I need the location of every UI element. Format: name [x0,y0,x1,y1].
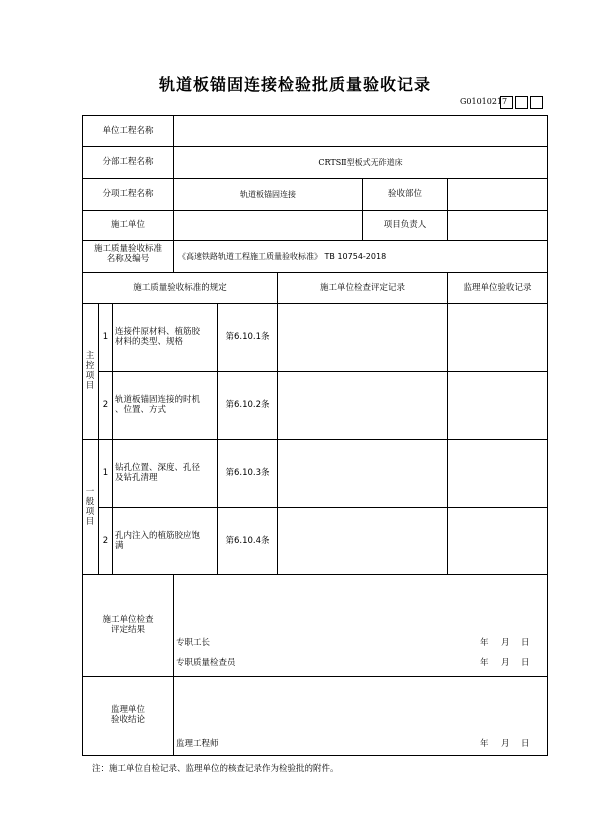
item-text-line1: 连接件原材料、植筋胶 [115,327,201,337]
item-clause: 第6.10.3条 [225,468,270,478]
item-text-line2: 满 [115,541,124,551]
construction-unit-label: 施工单位 [110,220,145,230]
unit-project-label: 单位工程名称 [102,126,154,136]
date-day: 日 [521,658,530,668]
subitem-label: 分项工程名称 [102,189,154,199]
standard-value: 《高速铁路轨道工程施工质量验收标准》 TB 10754-2018 [178,252,387,261]
standard-label-line2: 名称及编号 [106,254,150,264]
item-clause: 第6.10.4条 [225,536,270,546]
form-title: 轨道板锚固连接检验批质量验收记录 [158,75,431,94]
general-group-label: 一般项目 [85,487,95,527]
project-manager-label: 项目负责人 [383,220,427,230]
item-clause: 第6.10.1条 [225,332,270,342]
contractor-result-label-line2: 评定结果 [110,625,145,635]
supervisor-record-header: 监理单位验收记录 [463,283,532,293]
item-text-line1: 钻孔位置、深度、孔径 [115,463,201,473]
main-control-group-label: 主控项目 [85,351,95,391]
item-number: 1 [102,332,109,342]
date-day: 日 [521,739,530,749]
subitem-value[interactable]: 轨道板锚固连接 [240,190,296,199]
date-year: 年 [480,658,489,668]
contractor-record-header: 施工单位检查评定记录 [319,283,405,293]
date-day: 日 [521,638,530,648]
item-text-line1: 孔内注入的植筋胶应饱 [115,531,201,541]
item-text-line2: 材料的类型、规格 [115,337,184,347]
footnote: 注：施工单位自检记录、监理单位的核查记录作为检验批的附件。 [92,764,339,774]
date-month: 月 [501,739,510,749]
item-number: 1 [102,468,109,478]
item-text-line2: 、位置、方式 [115,405,167,415]
item-number: 2 [102,536,109,546]
item-text-line1: 轨道板锚固连接的时机 [115,395,201,405]
date-year: 年 [480,638,489,648]
item-number: 2 [102,400,109,410]
foreman-label: 专职工长 [176,638,211,648]
division-label: 分部工程名称 [102,157,154,167]
date-month: 月 [501,658,510,668]
inspector-label: 专职质量检查员 [176,658,236,668]
date-year: 年 [480,739,489,749]
division-value[interactable]: CRTSⅡ型板式无砟道床 [318,158,403,167]
item-text-line2: 及钻孔清理 [115,473,158,483]
item-clause: 第6.10.2条 [225,400,270,410]
acceptance-part-label: 验收部位 [387,189,422,199]
form-code: G01010217 [460,97,508,106]
date-month: 月 [501,638,510,648]
supervisor-conclusion-label-line1: 监理单位 [110,705,145,715]
contractor-result-label-line1: 施工单位检查 [102,615,154,625]
regulation-header: 施工质量验收标准的规定 [133,283,227,293]
supervisor-conclusion-label-line2: 验收结论 [110,715,145,725]
standard-label-line1: 施工质量验收标准 [93,244,162,254]
engineer-label: 监理工程师 [176,739,219,749]
